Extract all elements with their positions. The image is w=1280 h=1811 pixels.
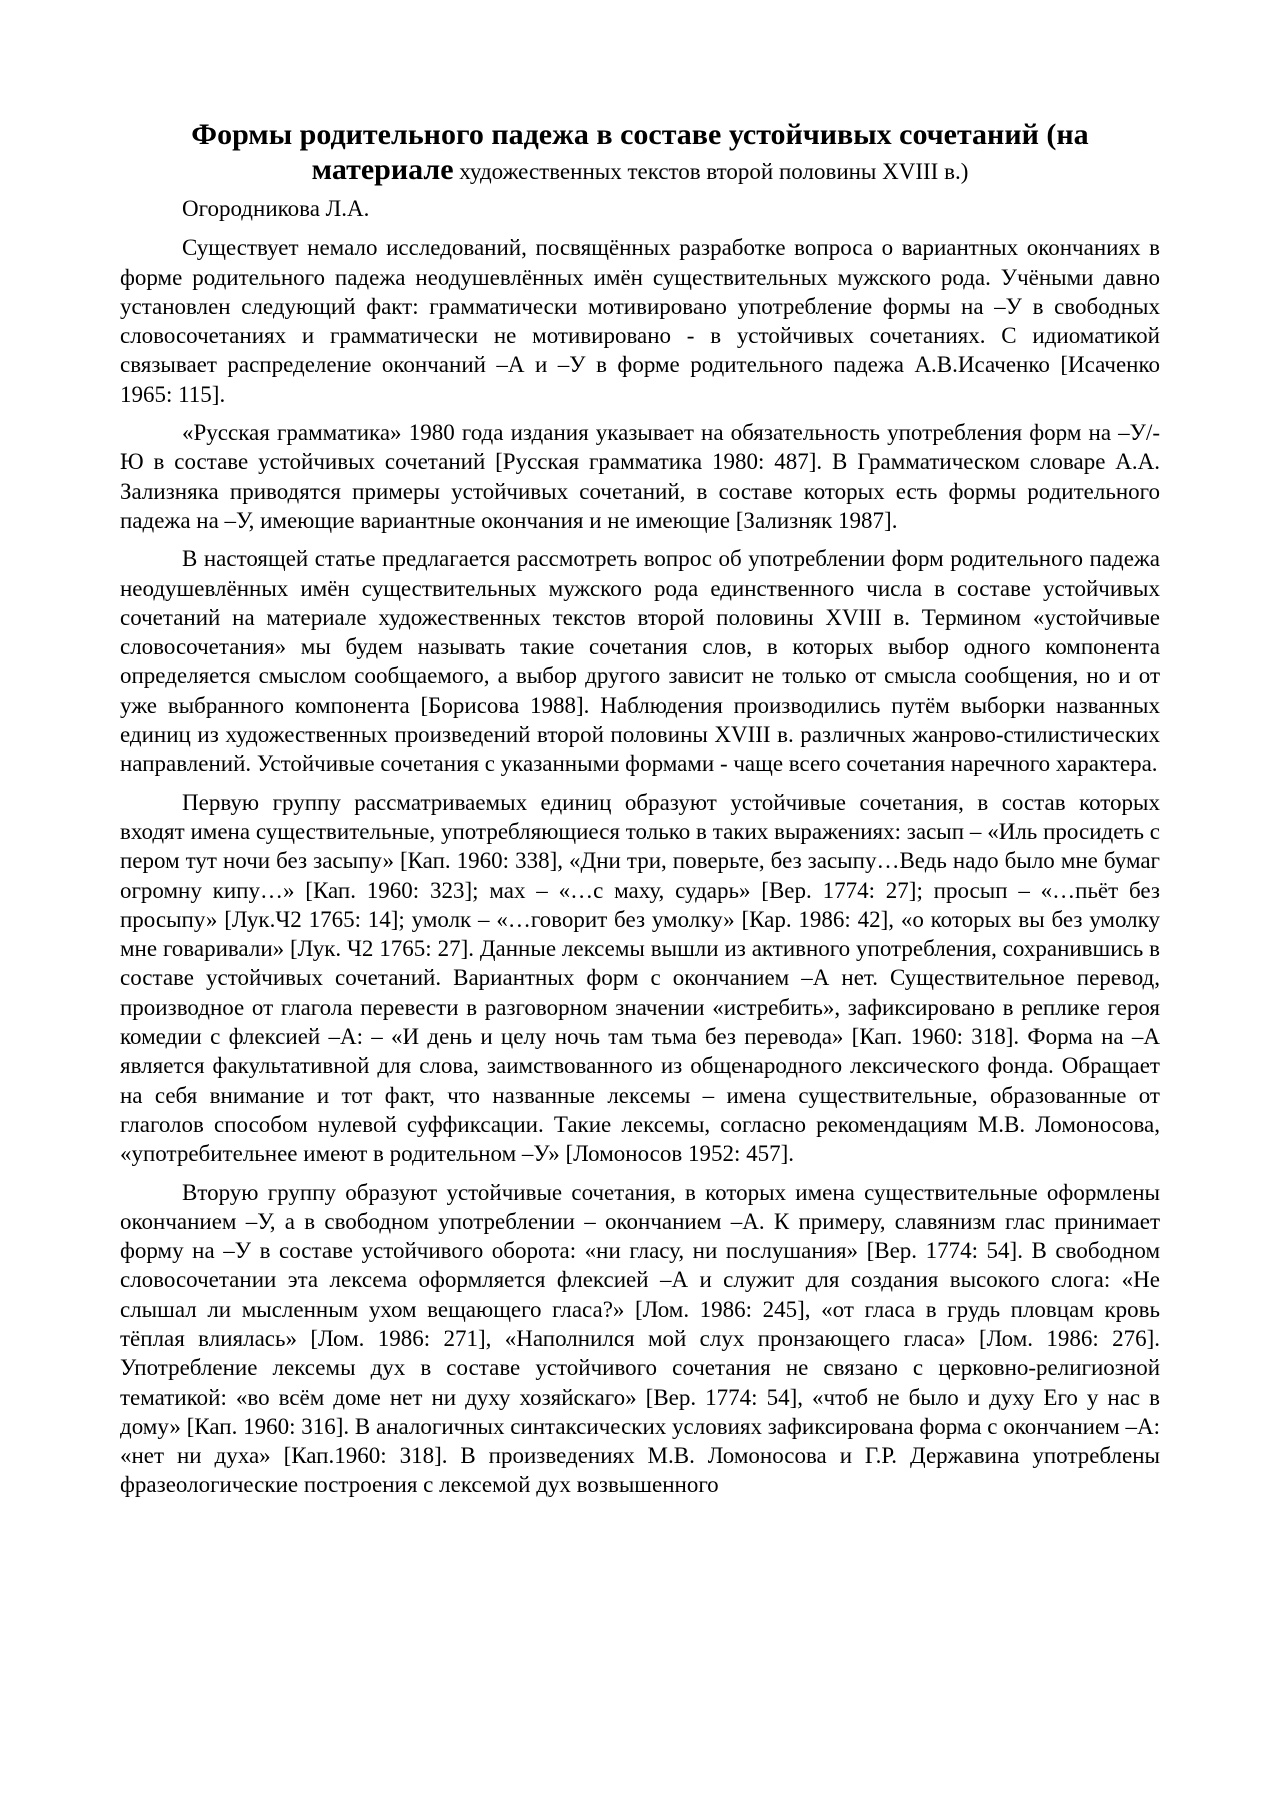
title-bold-part: Формы родительного падежа в составе устойчивых сочетаний (на материале (191, 118, 1089, 186)
document-title (120, 118, 1160, 188)
document-page (120, 118, 1160, 1509)
paragraph-1: Существует немало исследований, посвящённых разработке вопроса о вариантных окончаниях в форме родительного падежа неодушевлённых имён существительных мужского рода. Учёными давно установлен следующий факт: грамматически мотивировано употребление формы на –У в свободных словосочетаниях и грамматически не мотивировано - в устойчивых сочетаниях. С идиоматикой связывает распределение окончаний –А и –У в форме родительного падежа А.В.Исаченко [Исаченко 1965: 115]. (120, 235, 1160, 407)
paragraph-2: «Русская грамматика» 1980 года издания указывает на обязательность употребления форм на –У/-Ю в составе устойчивых сочетаний [Русская грамматика 1980: 487]. В Грамматическом словаре А.А. Зализняка приводятся примеры устойчивых сочетаний, в составе которых есть формы родительного падежа на –У, имеющие вариантные окончания и не имеющие [Зализняк 1987]. (120, 420, 1160, 533)
title-normal-part: художественных текстов второй половины XVIII в.) (453, 159, 969, 184)
paragraph-5: Вторую группу образуют устойчивые сочетания, в которых имена существительные оформлены окончанием –У, а в свободном употреблении – окончанием –А. К примеру, славянизм глас принимает форму на –У в составе устойчивого оборота: «ни гласу, ни послушания» [Вер. 1774: 54]. В свободном словосочетании эта лексема оформляется флексией –А и служит для создания высокого слога: «Не слышал ли мысленным ухом вещающего гласа?» [Лом. 1986: 245], «от гласа в грудь пловцам кровь тёплая влиялась» [Лом. 1986: 271], «Наполнился мой слух пронзающего гласа» [Лом. 1986: 276]. Употребление лексемы дух в составе устойчивого сочетания не связано с церковно-религиозной тематикой: «во всём доме нет ни духу хозяйскаго» [Вер. 1774: 54], «чтоб не было и духу Его у нас в дому» [Кап. 1960: 316]. В аналогичных синтаксических условиях зафиксирована форма с окончанием –А: «нет ни духа» [Кап.1960: 318]. В произведениях М.В. Ломоносова и Г.Р. Державина употреблены фразеологические построения с лексемой дух возвышенного (120, 1179, 1160, 1498)
paragraph-4: Первую группу рассматриваемых единиц образуют устойчивые сочетания, в состав которых входят имена существительные, употребляющиеся только в таких выражениях: засып – «Иль просидеть с пером тут ночи без засыпу» [Кап. 1960: 338], «Дни три, поверьте, без засыпу…Ведь надо было мне бумаг огромну кипу…» [Кап. 1960: 323]; мах – «…с маху, сударь» [Вер. 1774: 27]; просып – «…пьёт без просыпу» [Лук.Ч2 1765: 14]; умолк – «…говорит без умолку» [Кар. 1986: 42], «о которых вы без умолку мне говаривали» [Лук. Ч2 1765: 27]. Данные лексемы вышли из активного употребления, сохранившись в составе устойчивых сочетаний. Вариантных форм с окончанием –А нет. Существительное перевод, производное от глагола перевести в разговорном значении «истребить», зафиксировано в реплике героя комедии с флексией –А: – «И день и целу ночь там тьма без перевода» [Кап. 1960: 318]. Форма на –А является факультативной для слова, заимствованного из общенародного лексического фонда. Обращает на себя внимание и тот факт, что названные лексемы – имена существительные, образованные от глаголов способом нулевой суффиксации. Такие лексемы, согласно рекомендациям М.В. Ломоносова, «употребительнее имеют в родительном –У» [Ломоносов 1952: 457]. (120, 789, 1160, 1167)
paragraph-3: В настоящей статье предлагается рассмотреть вопрос об употреблении форм родительного падежа неодушевлённых имён существительных мужского рода единственного числа в составе устойчивых сочетаний на материале художественных текстов второй половины XVIII в. Термином «устойчивые словосочетания» мы будем называть такие сочетания слов, в которых выбор одного компонента определяется смыслом сообщаемого, а выбор другого зависит не только от смысла сообщения, но и от уже выбранного компонента [Борисова 1988]. Наблюдения производились путём выборки названных единиц из художественных произведений второй половины XVIII в. различных жанрово-стилистических направлений. Устойчивые сочетания с указанными формами - чаще всего сочетания наречного характера. (120, 546, 1160, 777)
author-name: Огородникова Л.А. (182, 196, 370, 221)
